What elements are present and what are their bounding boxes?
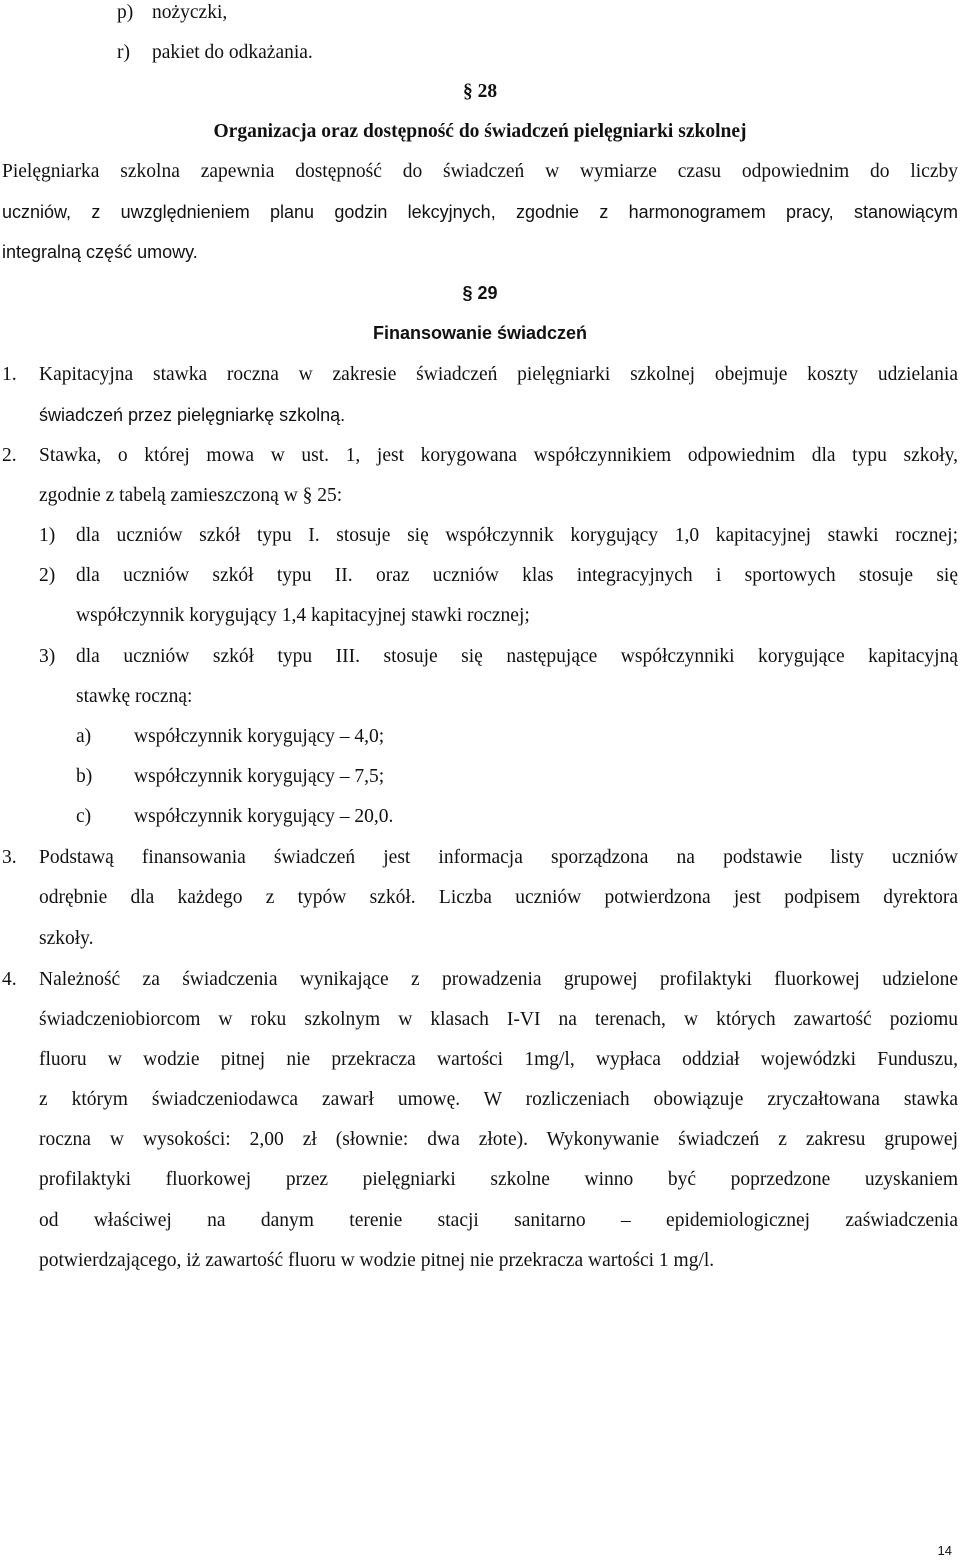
paragraph-3-line: Podstawą finansowania świadczeń jest informacja sporządzona na podstawie listy uczniów [39,847,958,868]
subitem-text: współczynnik korygujący – 7,5; [134,766,385,787]
item-3-line: stawkę roczną: [76,686,193,707]
section-28-title: Organizacja oraz dostępność do świadczeń pielęgniarki szkolnej [213,121,747,142]
subitem-letter: c) [76,806,92,827]
paragraph-4-line: z którym świadczeniodawca zawarł umowę. W rozliczeniach obowiązuje zryczałtowana stawka [39,1089,958,1110]
paragraph-2-line: zgodnie z tabelą zamieszczoną w § 25: [39,485,343,506]
section-28-text-line: integralną część umowy. [2,242,198,262]
paragraph-number: 2. [2,445,17,466]
paragraph-4-line: fluoru w wodzie pitnej nie przekracza wartości 1mg/l, wypłaca oddział wojewódzki Funduszu, [39,1049,958,1070]
section-29-heading: § 29 [462,283,498,303]
paragraph-3-line: odrębnie dla każdego z typów szkół. Liczba uczniów potwierdzona jest podpisem dyrektora [39,887,958,908]
section-28-text-line: Pielęgniarka szkolna zapewnia dostępność do świadczeń w wymiarze czasu odpowiednim do liczby [2,161,958,182]
section-28-heading: § 28 [462,81,498,102]
subitem-text: współczynnik korygujący – 4,0; [134,726,385,747]
item-number: 3) [39,646,56,667]
subitem-letter: a) [76,726,92,747]
subitem-text: współczynnik korygujący – 20,0. [134,806,394,827]
section-29-title: Finansowanie świadczeń [372,323,588,343]
paragraph-4-line: świadczeniobiorcom w roku szkolnym w klasach I-VI na terenach, w których zawartość poziomu [39,1009,958,1030]
page-number: 14 [937,1543,952,1558]
paragraph-number: 1. [2,364,17,385]
item-1-line: dla uczniów szkół typu I. stosuje się współczynnik korygujący 1,0 kapitacyjnej stawki rocznej; [76,525,958,546]
item-number: 1) [39,525,56,546]
item-number: 2) [39,565,56,586]
paragraph-1-line: Kapitacyjna stawka roczna w zakresie świadczeń pielęgniarki szkolnej obejmuje koszty udzielania [39,364,958,385]
paragraph-1-line: świadczeń przez pielęgniarkę szkolną. [39,405,346,425]
paragraph-4-line: potwierdzającego, iż zawartość fluoru w wodzie pitnej nie przekracza wartości 1 mg/l. [39,1250,715,1271]
list-item-text: nożyczki, [152,2,228,23]
subitem-letter: b) [76,766,93,787]
paragraph-4-line: od właściwej na danym terenie stacji sanitarno – epidemiologicznej zaświadczenia [39,1210,958,1231]
paragraph-3-line: szkoły. [39,928,94,949]
item-2-line: dla uczniów szkół typu II. oraz uczniów klas integracyjnych i sportowych stosuje się [76,565,958,586]
paragraph-4-line: roczna w wysokości: 2,00 zł (słownie: dwa złote). Wykonywanie świadczeń z zakresu grupowej [39,1129,958,1150]
list-item-text: pakiet do odkażania. [152,42,313,63]
section-28-text-line: uczniów, z uwzględnieniem planu godzin lekcyjnych, zgodnie z harmonogramem pracy, stanowiącym [2,202,958,222]
item-2-line: współczynnik korygujący 1,4 kapitacyjnej stawki rocznej; [76,605,530,626]
item-3-line: dla uczniów szkół typu III. stosuje się następujące współczynniki korygujące kapitacyjną [76,646,958,667]
paragraph-4-line: Należność za świadczenia wynikające z prowadzenia grupowej profilaktyki fluorkowej udzielone [39,969,958,990]
list-marker-p: p) [117,2,134,23]
paragraph-4-line: profilaktyki fluorkowej przez pielęgniarki szkolne winno być poprzedzone uzyskaniem [39,1169,958,1190]
paragraph-number: 4. [2,969,17,990]
paragraph-number: 3. [2,847,17,868]
list-marker-r: r) [117,42,130,63]
paragraph-2-line: Stawka, o której mowa w ust. 1, jest korygowana współczynnikiem odpowiednim dla typu szkoły, [39,445,958,466]
